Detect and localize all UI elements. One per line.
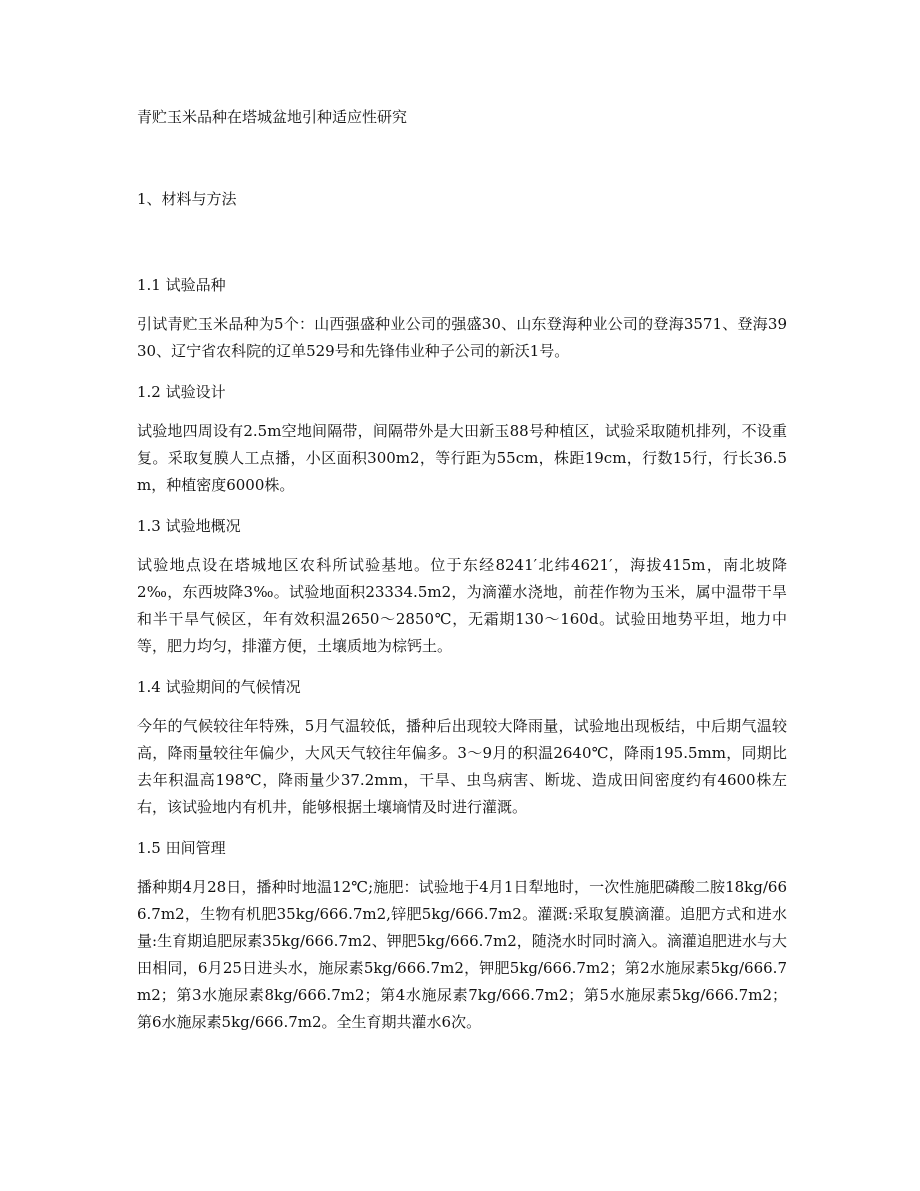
document-body (137, 104, 787, 1036)
paragraph-climate-conditions: 今年的气候较往年特殊，5月气温较低，播种后出现较大降雨量，试验地出现板结，中后期气温较高，降雨量较往年偏少，大风天气较往年偏多。3～9月的积温2640℃，降雨195.5mm，同期比去年积温高198℃，降雨量少37.2mm，干旱、虫鸟病害、断垅、造成田间密度约有4600株左右，该试验地内有机井，能够根据土壤墒情及时进行灌溉。 (137, 717, 787, 816)
paragraph-test-varieties: 引试青贮玉米品种为5个：山西强盛种业公司的强盛30、山东登海种业公司的登海3571、登海3930、辽宁省农科院的辽单529号和先锋伟业种子公司的新沃1号。 (137, 315, 787, 360)
paragraph-site-overview: 试验地点设在塔城地区农科所试验基地。位于东经8241′北纬4621′，海拔415m，南北坡降2‰，东西坡降3‰。试验地面积23334.5m2，为滴灌水浇地，前茬作物为玉米，属中温带干旱和半干旱气候区，年有效积温2650～2850℃，无霜期130～160d。试验田地势平坦，地力中等，肥力均匀，排灌方便，土壤质地为棕钙土。 (137, 556, 787, 655)
subsection-heading-1-2: 1.2 试验设计 (137, 383, 226, 401)
document-title: 青贮玉米品种在塔城盆地引种适应性研究 (137, 108, 408, 126)
paragraph-test-design: 试验地四周设有2.5m空地间隔带，间隔带外是大田新玉88号种植区，试验采取随机排列，不设重复。采取复膜人工点播，小区面积300m2，等行距为55cm，株距19cm，行数15行，行长36.5m，种植密度6000株。 (137, 422, 787, 494)
subsection-heading-1-5: 1.5 田间管理 (137, 839, 226, 857)
section-heading-materials-methods: 1、材料与方法 (137, 190, 237, 208)
subsection-heading-1-4: 1.4 试验期间的气候情况 (137, 678, 301, 696)
subsection-heading-1-1: 1.1 试验品种 (137, 276, 226, 294)
subsection-heading-1-3: 1.3 试验地概况 (137, 517, 241, 535)
paragraph-field-management: 播种期4月28日，播种时地温12℃;施肥：试验地于4月1日犁地时，一次性施肥磷酸二胺18kg/666.7m2，生物有机肥35kg/666.7m2,锌肥5kg/666.7m2。灌溉:采取复膜滴灌。追肥方式和进水量:生育期追肥尿素35kg/666.7m2、钾肥5kg/666.7m2，随浇水时同时滴入。滴灌追肥进水与大田相同，6月25日进头水，施尿素5kg/666.7m2，钾肥5kg/666.7m2；第2水施尿素5kg/666.7m2；第3水施尿素8kg/666.7m2；第4水施尿素7kg/666.7m2；第5水施尿素5kg/666.7m2；第6水施尿素5kg/666.7m2。全生育期共灌水6次。 (137, 878, 787, 1031)
